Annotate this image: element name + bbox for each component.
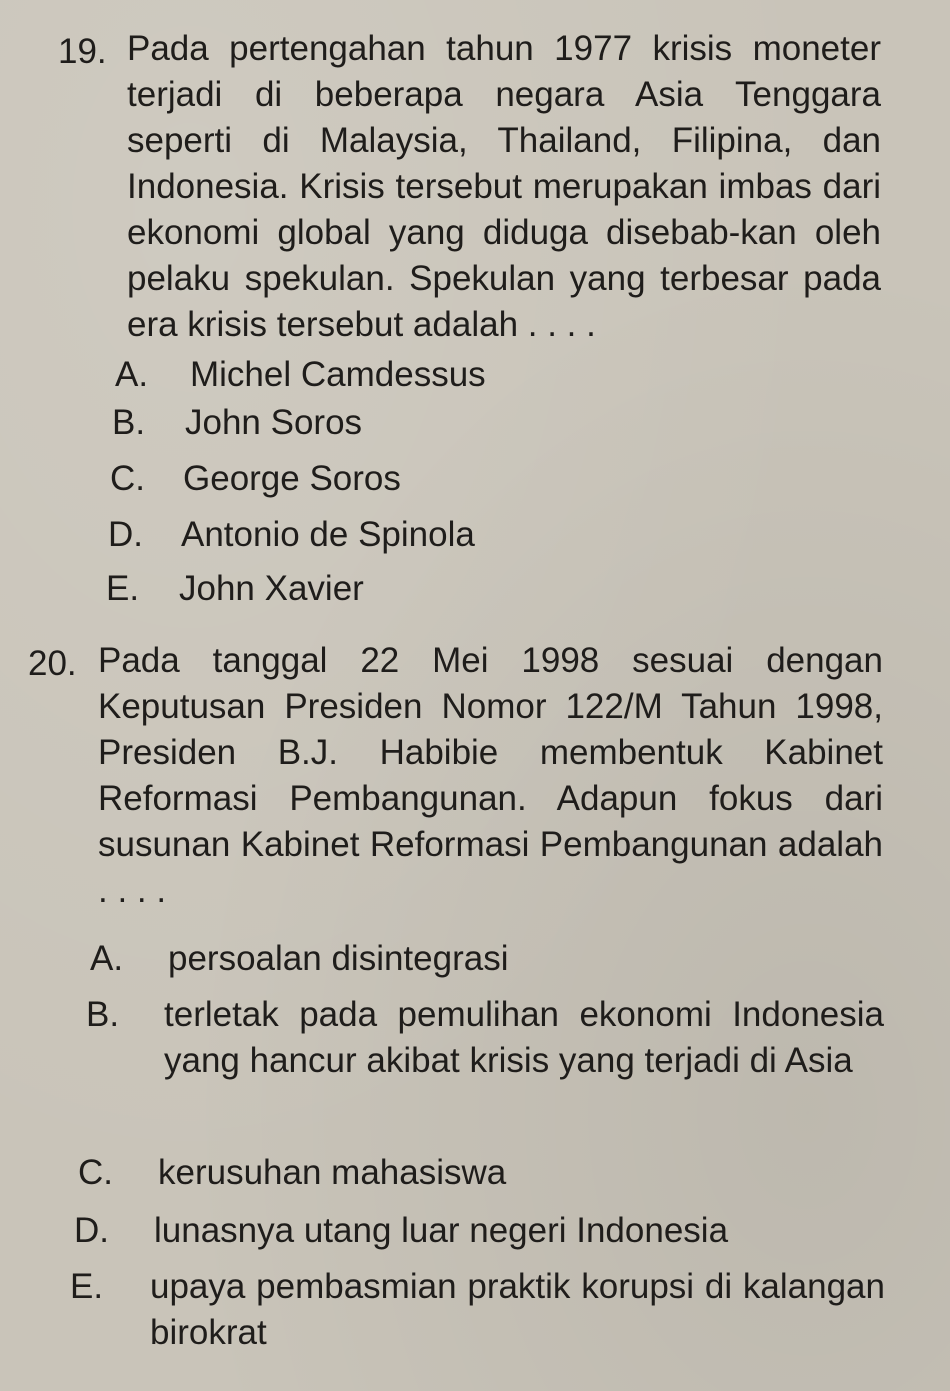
option-text: persoalan disintegrasi: [168, 939, 509, 978]
option-text: kerusuhan mahasiswa: [158, 1153, 507, 1192]
option-e: [70, 1264, 890, 1364]
option-text: terletak pada pemulihan ekonomi Indonesia yang hancur akibat krisis yang terjadi di Asia: [164, 995, 884, 1080]
option-letter: C.: [110, 459, 145, 498]
option-letter: B.: [112, 403, 146, 442]
option-letter: D.: [74, 1211, 109, 1250]
option-text: Michel Camdessus: [190, 355, 486, 394]
option-text: George Soros: [183, 459, 401, 498]
option-text: John Xavier: [179, 569, 364, 608]
option-letter: E.: [106, 569, 140, 608]
question-number: 20.: [28, 644, 77, 683]
option-text: Antonio de Spinola: [181, 515, 475, 554]
question-number: 19.: [58, 32, 107, 71]
option-letter: B.: [86, 995, 120, 1034]
question-text: Pada pertengahan tahun 1977 krisis moneter terjadi di beberapa negara Asia Tenggara seperti di Malaysia, Thailand, Filipina, dan Indonesia. Krisis tersebut merupakan imbas dari ekonomi global yang diduga disebab-kan oleh pelaku spekulan. Spekulan yang terbesar pada era krisis tersebut adalah . . . .: [127, 29, 881, 344]
question-text: Pada tanggal 22 Mei 1998 sesuai dengan Keputusan Presiden Nomor 122/M Tahun 1998, Presiden B.J. Habibie membentuk Kabinet Reformasi Pembangunan. Adapun fokus dari susunan Kabinet Reformasi Pembangunan adalah . . . .: [98, 641, 883, 910]
option-letter: D.: [108, 515, 143, 554]
option-text: lunasnya utang luar negeri Indonesia: [154, 1211, 729, 1250]
option-text: John Soros: [185, 403, 363, 442]
option-text: upaya pembasmian praktik korupsi di kalangan birokrat: [150, 1267, 885, 1352]
option-letter: A.: [90, 939, 124, 978]
question-19: [0, 0, 950, 620]
option-letter: C.: [78, 1153, 113, 1192]
option-letter: A.: [115, 355, 149, 394]
option-b: [86, 992, 886, 1142]
option-letter: E.: [70, 1267, 104, 1306]
question-20: [0, 620, 950, 1391]
